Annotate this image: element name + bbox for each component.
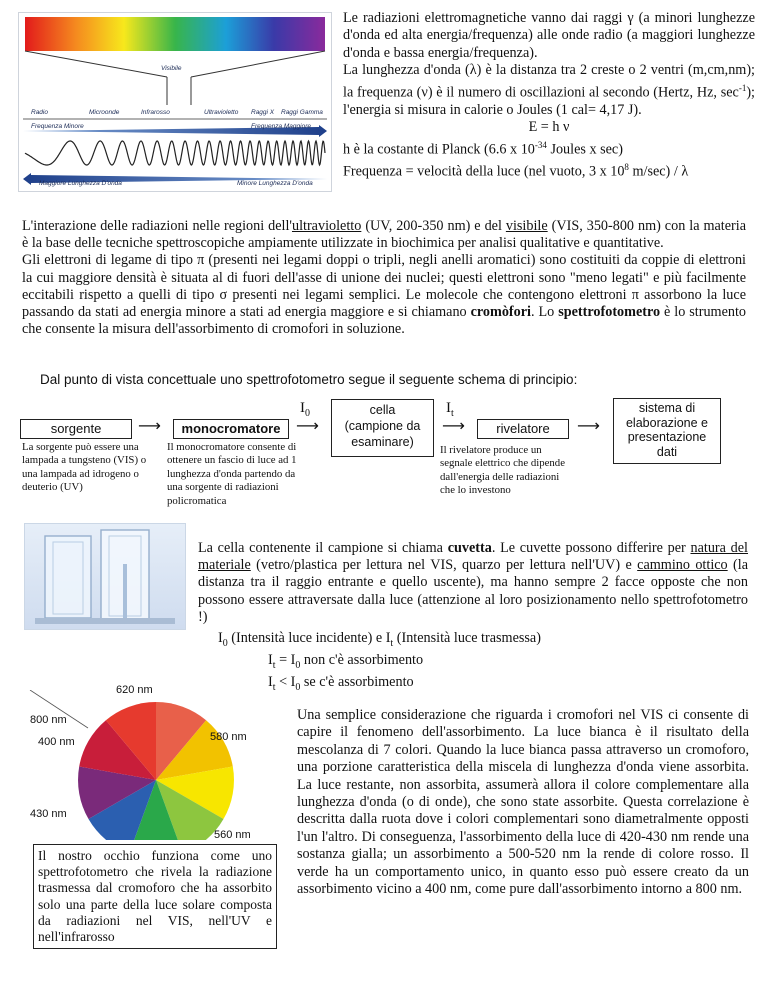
wheel-label-620: 620 nm — [116, 684, 153, 696]
wave-oscillation — [25, 141, 325, 165]
note-monocromatore: Il monocromatore consente di ottenere un fascio di luce ad 1 lunghezza d'onda partendo da una sorgente di radiazioni policromatica — [167, 441, 297, 507]
freq-max-label: Frequenza Maggiore — [251, 123, 311, 130]
box-rivelatore: rivelatore — [477, 419, 569, 439]
cuvette-photo — [24, 523, 186, 630]
intensity-definitions — [218, 630, 541, 696]
visible-label: Visibile — [161, 65, 182, 72]
intro-p2: La lunghezza d'onda (λ) è la distanza tra 2 creste o 2 ventri (m,cm,nm); la frequenza (ν) è il numero di oscillazioni al secondo (Hertz, Hz, $\sec^{-1}$); l'energia si misura in calorie o Joules (1 cal= 4,17 J). — [343, 62, 755, 118]
wheel-label-400: 400 nm — [38, 736, 75, 748]
box-monocromatore: monocromatore — [173, 419, 289, 439]
visible-rainbow-band — [25, 17, 325, 51]
wheel-label-580: 580 nm — [210, 731, 247, 743]
wheel-label-560: 560 nm — [214, 829, 251, 841]
cuvette-illustration — [25, 524, 185, 629]
intensity-line-3: $I_t < I_0$ se c'è assorbimento — [268, 674, 414, 693]
freq-min-label: Frequenza Minore — [31, 123, 84, 130]
wheel-label-430: 430 nm — [30, 808, 67, 820]
arrow-right-icon: ⟶ — [577, 416, 600, 435]
cuvette-paragraph: La cella contenente il campione si chiama cuvetta. Le cuvette possono differire per natura del materiale (vetro/plastica per lettura nel VIS, quarzo per lettura nell'UV) e cammino ottico (la distanza tra il raggio entrante e quello uscente), ma hanno sempre 2 facce opposte che non possono essere attraversate dalla luce (attenzione al loro posizionamento nello spettrofotometro !) — [198, 540, 749, 625]
wave-max-label: Maggiore Lunghezza D'onda — [39, 180, 122, 187]
region-gamma: Raggi Gamma — [281, 109, 323, 116]
intensity-line-1: $I_0$ (Intensità luce incidente) e $I_t$ (Intensità luce trasmessa) — [218, 630, 541, 649]
region-radio: Radio — [31, 109, 48, 116]
planck-line: h è la costante di Planck (6.6 x $10^{-34}$ Joules x sec) — [343, 139, 623, 158]
it-label: $I_t$ — [446, 400, 454, 419]
electromagnetic-spectrum-figure — [18, 12, 332, 192]
region-infrared: Infrarosso — [141, 109, 170, 116]
frequency-line: Frequenza = velocità della luce (nel vuoto, 3 x $10^8$ m/sec) / λ — [343, 161, 689, 180]
arrow-right-icon: ⟶ — [442, 416, 465, 435]
wheel-label-800: 800 nm — [30, 714, 67, 726]
intensity-line-2: $I_t = I_0$ non c'è assorbimento — [268, 652, 424, 671]
region-microwave: Microonde — [89, 109, 120, 116]
box-sorgente: sorgente — [20, 419, 132, 439]
arrow-right-icon: ⟶ — [296, 416, 319, 435]
arrow-right-icon: ⟶ — [138, 416, 161, 435]
region-xray: Raggi X — [251, 109, 275, 116]
main-p1: L'interazione delle radiazioni nelle regioni dell'ultravioletto (UV, 200-350 nm) e del visibile (VIS, 350-800 nm) con la materia è la base delle tecniche spettroscopiche ampiamente utilizzate in biochimica per analisi qualitative e quantitative. — [22, 218, 747, 252]
note-rivelatore: Il rivelatore produce un segnale elettrico che dipende dall'energia delle radiazioni che lo investono — [440, 444, 566, 497]
wave-min-label: Minore Lunghezza D'onda — [237, 180, 313, 187]
intro-p1: Le radiazioni elettromagnetiche vanno dai raggi γ (a minori lunghezze d'onda ed alta energia/frequenza) alle onde radio (a maggiori lunghezze d'onda e bassa energia/frequenza). — [343, 10, 755, 61]
box-cella: cella (campione da esaminare) — [331, 399, 434, 457]
intro-paragraph — [343, 10, 755, 181]
region-ultraviolet: Ultravioletto — [204, 109, 239, 116]
spectrum-graphic — [19, 13, 331, 191]
wheel-paragraph: Una semplice considerazione che riguarda i cromofori nel VIS ci consente di capire il fenomeno dell'assorbimento. La luce bianca è il risultato della mescolanza di 7 colori. Quando la luce bianca passa attraverso un cromoforo, una porzione caratteristica della miscela di lunghezza d'onda viene assorbita. La luce restante, non assorbita, assumerà allora il colore complementare alla lunghezza d'onda (o di onde), che sono state assorbite. Questa correlazione è descritta dalla ruota dove i colori complementari sono diametralmente opposti l'un l'altro. Di conseguenza, l'assorbimento della luce di 420-430 nm rende una sostanza gialla; un assorbimento a 500-520 nm la rende di colore rosso. Il verde ha un comportamento unico, in quanto esso può essere creato da un assorbimento vicino a 400 nm, come pure dall'assorbimento intorno a 800 nm. — [297, 707, 749, 898]
box-sistema: sistema di elaborazione e presentazione dati — [613, 398, 721, 464]
i0-label: $I_0$ — [300, 400, 310, 419]
note-sorgente: La sorgente può essere una lampada a tungsteno (VIS) o una lampada ad idrogeno o deuterio (UV) — [22, 441, 147, 494]
main-paragraph — [22, 218, 746, 338]
eye-note-box: Il nostro occhio funziona come uno spettrofotometro che rivela la radiazione trasmessa dal cromoforo che ha assorbito solo una parte della luce solare composta da radiazioni nel VIS, nell'UV e nell'infrarosso — [33, 844, 277, 949]
energy-formula: E = h ν — [528, 119, 570, 136]
main-p2: Gli elettroni di legame di tipo π (presenti nei legami doppi o tripli, negli anelli aromatici) sono costituiti da coppie di elettroni la cui maggiore densità è situata al di fuori dell'asse di unione dei nuclei; questi elettroni sono "meno legati" e più facilmente eccitabili rispetto a quelli di tipo σ presenti nei legami semplici. Le molecole che contengono elettroni π assorbono la luce passando da stati ad energia minore a stati ad energia maggiore e si chiamano cromòfori. Lo spettrofotometro è lo strumento che consente la misura dell'assorbimento di cromofori in soluzione. — [22, 252, 747, 338]
schema-title: Dal punto di vista concettuale uno spettrofotometro segue il seguente schema di principio: — [40, 372, 578, 387]
